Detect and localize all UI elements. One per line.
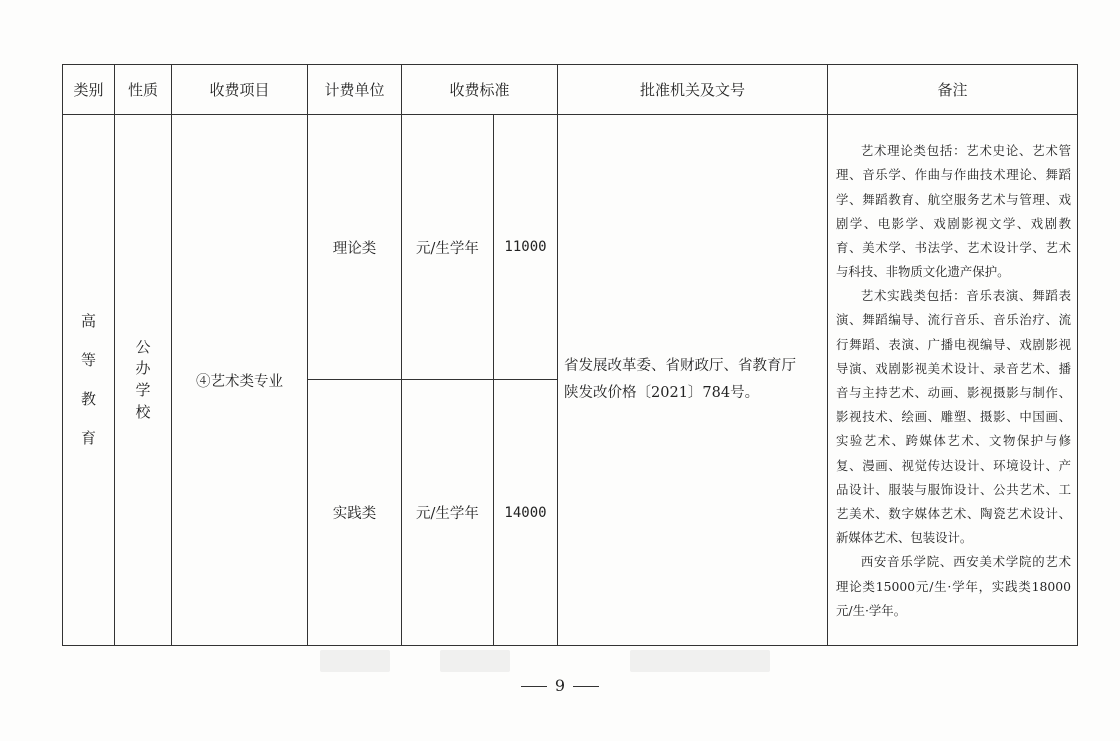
header-item: 收费项目 <box>172 65 308 115</box>
item-cell: ④艺术类专业 <box>172 115 308 646</box>
amount-practice: 14000 <box>494 380 558 646</box>
header-unit: 计费单位 <box>308 65 402 115</box>
approval-cell <box>558 115 828 646</box>
header-remarks: 备注 <box>828 65 1078 115</box>
header-approval: 批准机关及文号 <box>558 65 828 115</box>
category-text: 高等教育 <box>80 312 96 447</box>
table-row <box>63 115 1078 380</box>
approval-line-1: 省发展改革委、省财政厅、省教育厅 <box>564 358 797 375</box>
nature-text: 公办学校 <box>135 337 151 421</box>
fee-table <box>62 64 1078 646</box>
header-category: 类别 <box>63 65 115 115</box>
dash-right <box>573 686 599 687</box>
sub-unit-theory: 理论类 <box>308 115 402 380</box>
category-cell <box>63 115 115 646</box>
bleed-through-mark <box>440 650 510 672</box>
remarks-practice: 艺术实践类包括：音乐表演、舞蹈表演、舞蹈编导、流行音乐、音乐治疗、流行舞蹈、表演、广播电视编导、戏剧影视导演、戏剧影视美术设计、录音艺术、播音与主持艺术、动画、影视摄影与制作、影视技术、绘画、雕塑、摄影、中国画、实验艺术、跨媒体艺术、文物保护与修复、漫画、视觉传达设计、环境设计、产品设计、服装与服饰设计、公共艺术、工艺美术、数字媒体艺术、陶瓷艺术设计、新媒体艺术、包装设计。 <box>836 288 1072 546</box>
page-number-text: 9 <box>554 676 566 695</box>
header-nature: 性质 <box>115 65 172 115</box>
header-row <box>63 65 1078 115</box>
price-unit-practice: 元/生学年 <box>402 380 494 646</box>
nature-cell <box>115 115 172 646</box>
remarks-cell <box>828 115 1078 646</box>
price-unit-theory: 元/生学年 <box>402 115 494 380</box>
sub-unit-practice: 实践类 <box>308 380 402 646</box>
remarks-exception: 西安音乐学院、西安美术学院的艺术理论类15000元/生·学年，实践类18000元/生·学年。 <box>836 554 1072 618</box>
page-number <box>0 676 1120 695</box>
bleed-through-mark <box>630 650 770 672</box>
approval-line-2: 陕发改价格〔2021〕784号。 <box>564 385 760 401</box>
amount-theory: 11000 <box>494 115 558 380</box>
dash-left <box>521 686 547 687</box>
header-standard: 收费标准 <box>402 65 558 115</box>
bleed-through-mark <box>320 650 390 672</box>
remarks-theory: 艺术理论类包括：艺术史论、艺术管理、音乐学、作曲与作曲技术理论、舞蹈学、舞蹈教育、航空服务艺术与管理、戏剧学、电影学、戏剧影视文学、戏剧教育、美术学、书法学、艺术设计学、艺术与科技、非物质文化遗产保护。 <box>836 143 1072 280</box>
